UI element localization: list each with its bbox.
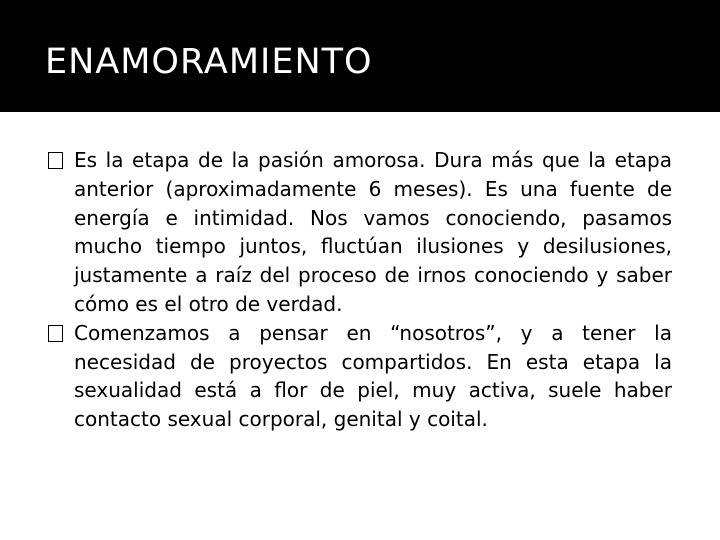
- bullet-item: [48, 319, 672, 434]
- slide-title: ENAMORAMIENTO: [45, 42, 373, 82]
- bullet-text: Es la etapa de la pasión amorosa. Dura más que la etapa anterior (aproximadamente 6 meses). Es una fuente de energía e intimidad. Nos vamos conociendo, pasamos mucho tiempo juntos, fluctúan ilusiones y desilusiones, justamente a raíz del proceso de irnos conociendo y saber cómo es el otro de verdad.: [74, 148, 672, 316]
- title-band: [0, 0, 720, 112]
- bullet-box-icon: [48, 152, 63, 169]
- bullet-item: [48, 146, 672, 319]
- bullet-text: Comenzamos a pensar en “nosotros”, y a tener la necesidad de proyectos compartidos. En esta etapa la sexualidad está a flor de piel, muy activa, suele haber contacto sexual corporal, genital y coital.: [74, 320, 672, 432]
- slide-content: [48, 146, 672, 434]
- bullet-box-icon: [48, 325, 63, 342]
